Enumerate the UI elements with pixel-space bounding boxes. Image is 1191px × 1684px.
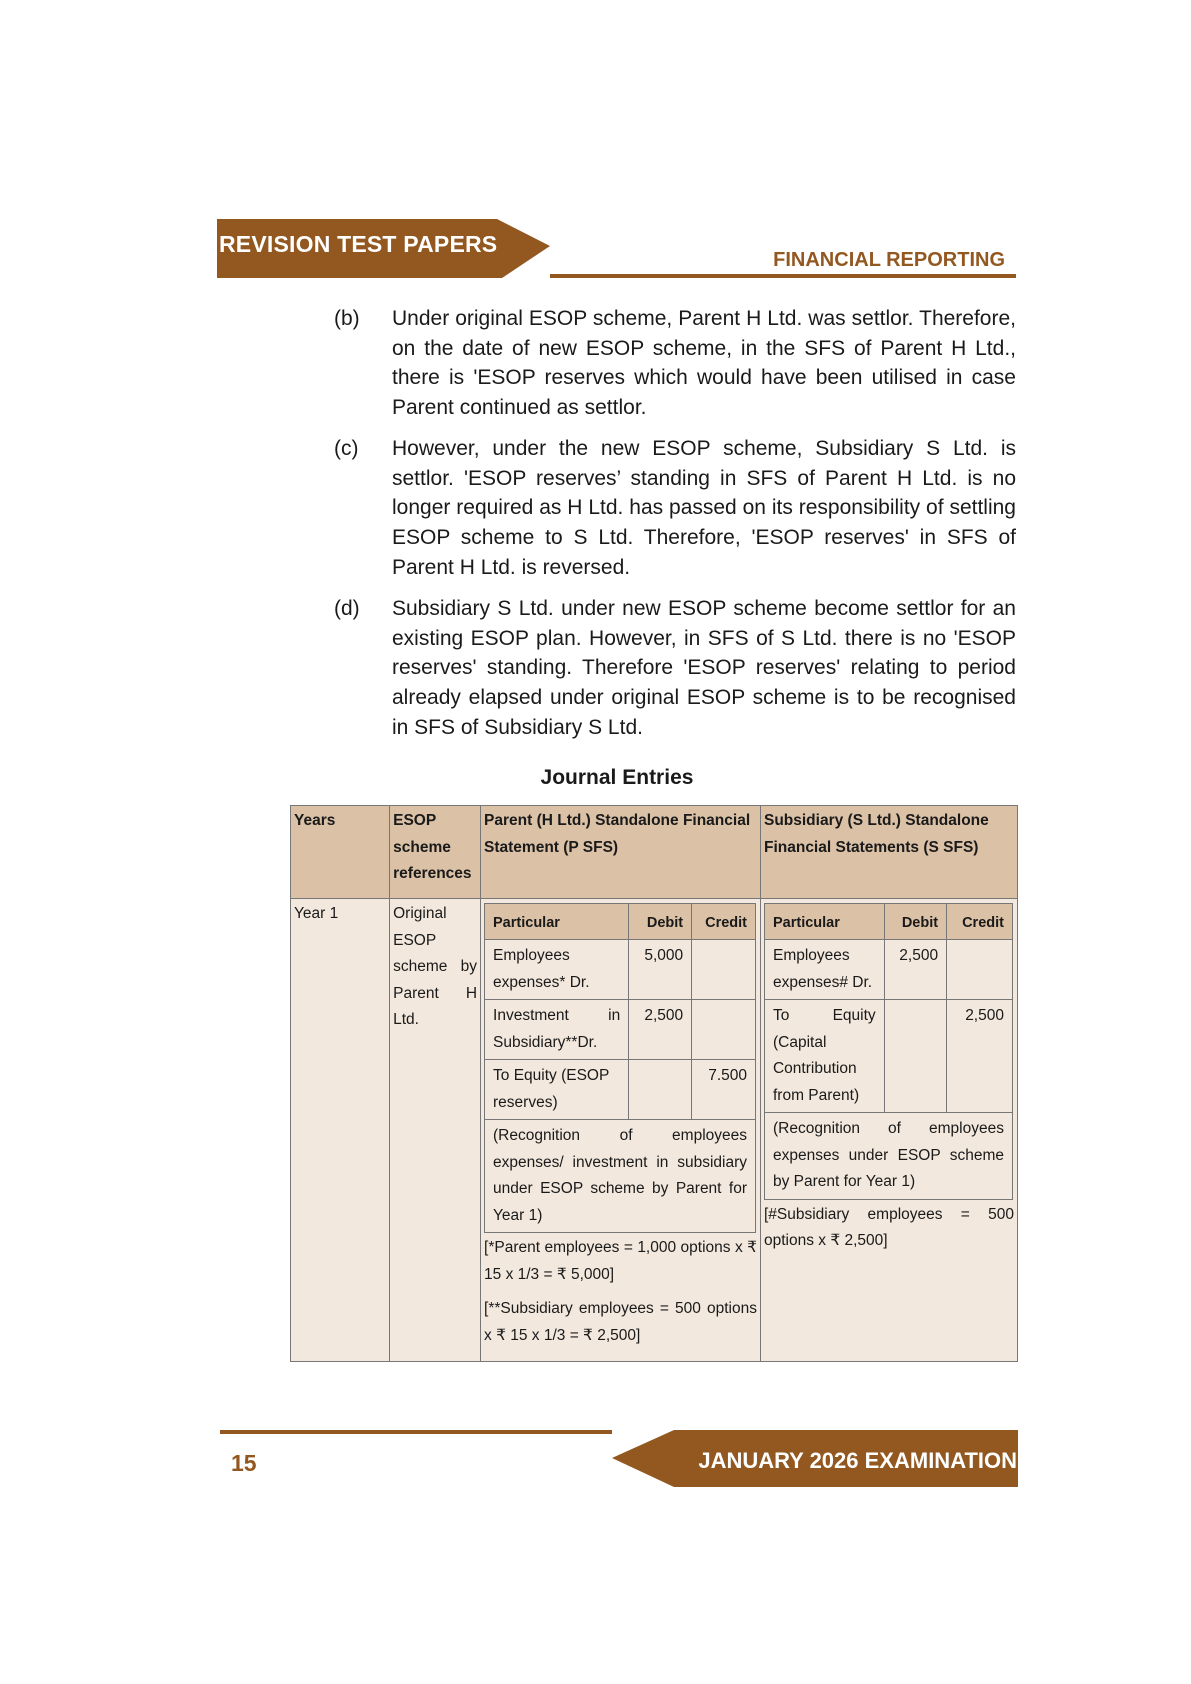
- col-debit: Debit: [884, 904, 946, 940]
- year-cell: Year 1: [291, 899, 390, 1362]
- particular-line: Investment in: [493, 1007, 621, 1024]
- entry-narration: (Recognition of employees expenses under ESOP scheme by Parent for Year 1): [764, 1113, 1012, 1200]
- entry-particular: [485, 1000, 629, 1060]
- subject-title: FINANCIAL REPORTING: [773, 249, 1005, 271]
- entry-credit: [692, 1000, 756, 1060]
- entry-particular: To Equity (Capital Contribution from Parent): [764, 1000, 884, 1113]
- paragraph-c: [334, 434, 1016, 583]
- journal-title: Journal Entries: [540, 766, 694, 789]
- entry-credit: 2,500: [947, 1000, 1013, 1113]
- footnote-subsidiary: [#Subsidiary employees = 500 options x ₹ 2,500]: [763, 1205, 1014, 1249]
- particular-line: expenses# Dr.: [772, 973, 873, 991]
- entry-credit: [692, 940, 756, 1000]
- entry-credit: 7.500: [692, 1060, 756, 1120]
- col-particular: Particular: [764, 904, 884, 940]
- header-subsidiary-sfs: Subsidiary (S Ltd.) Standalone Financial Statements (S SFS): [760, 806, 1017, 899]
- entries-header-row: [764, 904, 1012, 940]
- entry-debit: [629, 1060, 692, 1120]
- paragraph-label: (c): [334, 437, 359, 460]
- col-credit: Credit: [692, 904, 756, 940]
- narration-row: [764, 1113, 1012, 1200]
- paragraph-text: Subsidiary S Ltd. under new ESOP scheme become settlor for an existing ESOP plan. However, in SFS of S Ltd. there is no 'ESOP reserves' standing. Therefore 'ESOP reserves' relating to period already elapsed under original ESOP scheme is to be recognised in SFS of Subsidiary S Ltd.: [392, 597, 1016, 739]
- particular-line: expenses* Dr.: [493, 973, 590, 991]
- series-title: REVISION TEST PAPERS: [219, 231, 498, 257]
- particular-line: Subsidiary**Dr.: [493, 1033, 598, 1051]
- entries-header-row: [485, 904, 756, 940]
- entry-row: [485, 940, 756, 1000]
- narration-row: [485, 1120, 756, 1233]
- paragraph-d: [334, 594, 1016, 743]
- entry-debit: 5,000: [629, 940, 692, 1000]
- entry-row: [485, 1060, 756, 1120]
- entry-narration: (Recognition of employees expenses/ investment in subsidiary under ESOP scheme by Parent for Year 1): [485, 1120, 756, 1233]
- page-number: 15: [231, 1450, 257, 1476]
- col-particular: Particular: [485, 904, 629, 940]
- entry-debit: 2,500: [884, 940, 946, 1000]
- footnote-subsidiary: [**Subsidiary employees = 500 options x ₹ 15 x 1/3 = ₹ 2,500]: [484, 1300, 757, 1344]
- entry-particular: [485, 940, 629, 1000]
- particular-line: Employees: [772, 947, 850, 964]
- entry-particular: [764, 940, 884, 1000]
- entry-row: [485, 1000, 756, 1060]
- header-years: Years: [291, 806, 390, 899]
- header-scheme-ref: ESOP scheme references: [390, 806, 481, 899]
- entry-row: [764, 1000, 1012, 1113]
- entry-particular: [485, 1060, 629, 1120]
- header-rule: [550, 274, 1016, 278]
- journal-table: [290, 805, 1018, 1362]
- footnote-parent: [*Parent employees = 1,000 options x ₹ 15 x 1/3 = ₹ 5,000]: [484, 1239, 757, 1283]
- journal-header-row: [291, 806, 1018, 899]
- paragraph-label: (d): [334, 597, 360, 620]
- subsidiary-entries-table: [764, 903, 1013, 1200]
- paragraph-label: (b): [334, 307, 360, 330]
- paragraph-text: Under original ESOP scheme, Parent H Ltd. was settlor. Therefore, on the date of new ESOP scheme, in the SFS of Parent H Ltd., there is 'ESOP reserves which would have been utilised in case Parent continued as settlor.: [392, 307, 1016, 420]
- subsidiary-sfs-cell: [760, 899, 1017, 1362]
- footer-rule: [220, 1430, 612, 1434]
- parent-sfs-cell: [481, 899, 761, 1362]
- paragraph-b: [334, 304, 1016, 423]
- parent-entries-table: [484, 903, 756, 1233]
- journal-row-year1: [291, 899, 1018, 1362]
- entry-debit: 2,500: [629, 1000, 692, 1060]
- col-credit: Credit: [947, 904, 1013, 940]
- particular-line: Employees: [493, 947, 570, 964]
- exam-label: JANUARY 2026 EXAMINATION: [698, 1448, 1017, 1473]
- entry-debit: [884, 1000, 946, 1113]
- scheme-ref-cell: Original ESOP scheme by Parent H Ltd.: [390, 899, 481, 1362]
- entry-credit: [947, 940, 1013, 1000]
- header-parent-sfs: Parent (H Ltd.) Standalone Financial Statement (P SFS): [481, 806, 761, 899]
- particular-line: reserves): [493, 1093, 558, 1111]
- paragraph-text: However, under the new ESOP scheme, Subsidiary S Ltd. is settlor. 'ESOP reserves’ standing in SFS of Parent H Ltd. is no longer required as H Ltd. has passed on its responsibility of settling ESOP scheme to S Ltd. Therefore, 'ESOP reserves' in SFS of Parent H Ltd. is reversed.: [392, 437, 1016, 579]
- col-debit: Debit: [629, 904, 692, 940]
- particular-line: To Equity (ESOP: [493, 1067, 610, 1084]
- entry-row: [764, 940, 1012, 1000]
